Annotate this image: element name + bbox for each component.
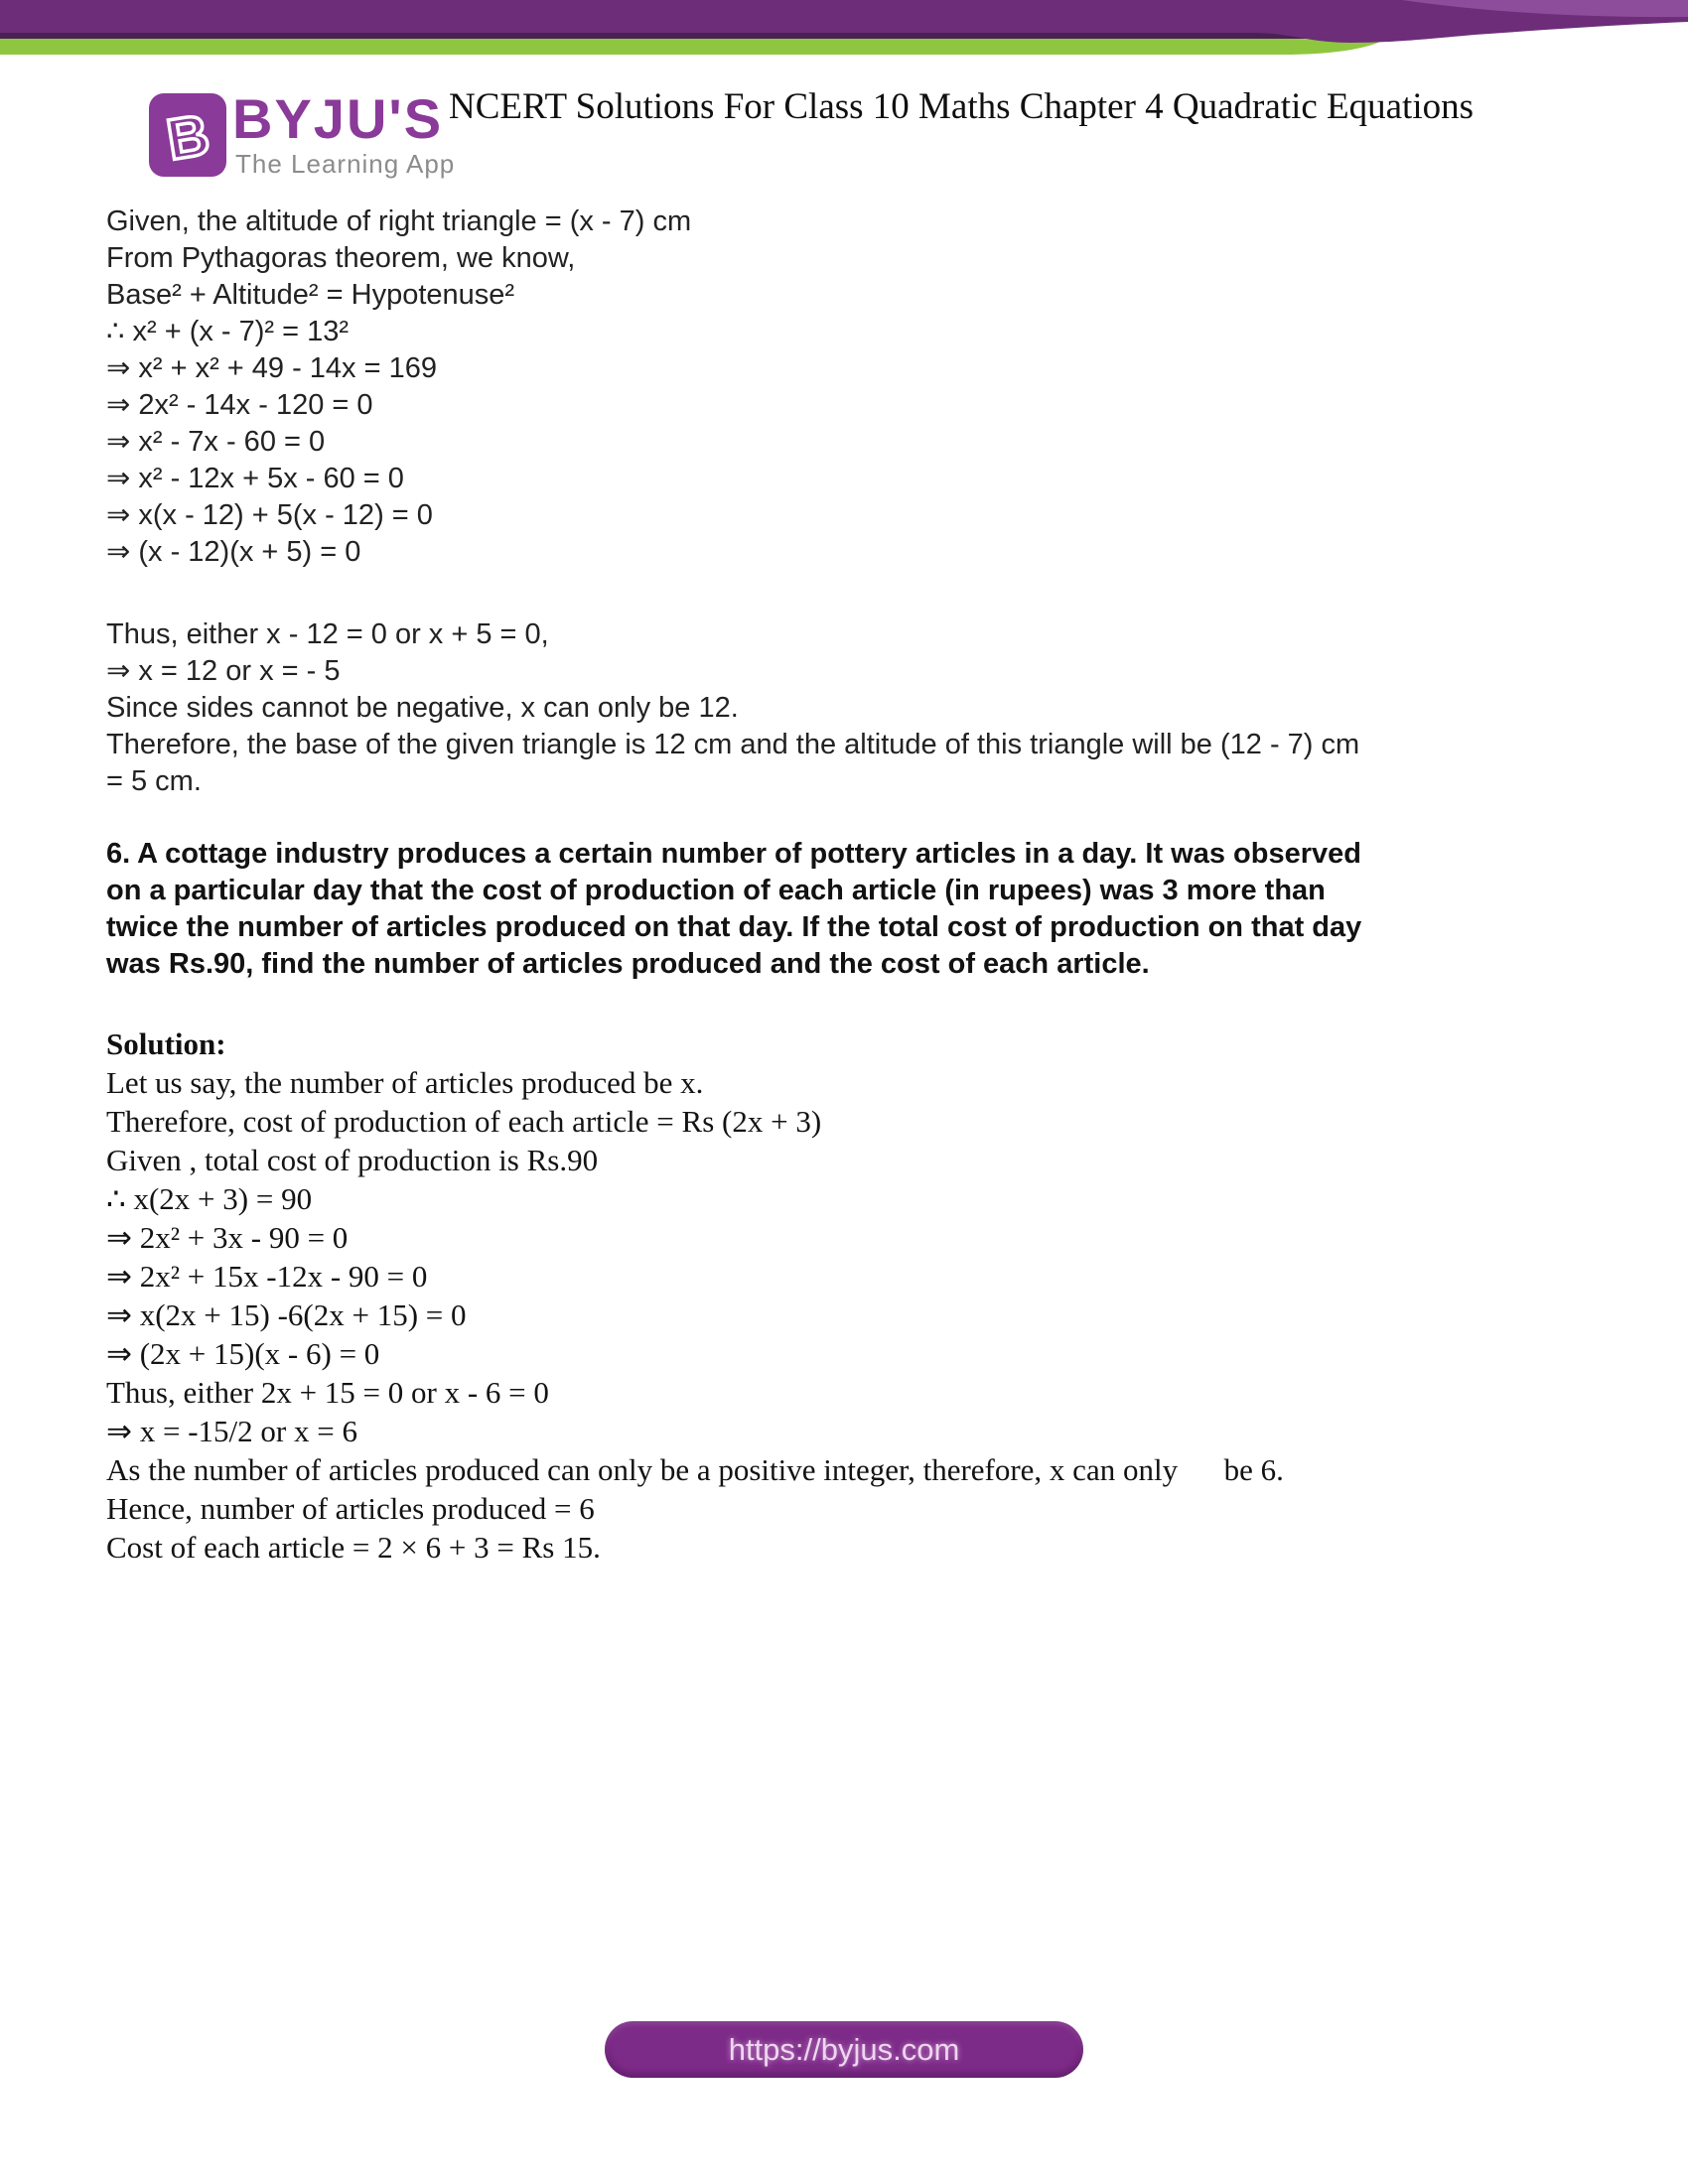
question-line: on a particular day that the cost of production of each article (in rupees) was 3 more than — [106, 875, 1326, 906]
byjus-b-icon — [149, 93, 226, 177]
text-line: Thus, either 2x + 15 = 0 or x - 6 = 0 — [106, 1375, 549, 1410]
equation-line: ⇒ 2x² + 3x - 90 = 0 — [106, 1220, 349, 1255]
byjus-link-button[interactable] — [605, 2021, 1083, 2078]
svg-text:B: B — [162, 102, 214, 173]
solution-heading: Solution: — [106, 1026, 226, 1061]
header-green-band — [0, 39, 1380, 55]
question-6-block — [106, 836, 1628, 983]
text-line: Given, the altitude of right triangle = (x - 7) cm — [106, 205, 692, 237]
text-line: Base² + Altitude² = Hypotenuse² — [106, 279, 515, 311]
text-line: Hence, number of articles produced = 6 — [106, 1491, 595, 1526]
equation-line: ⇒ 2x² + 15x -12x - 90 = 0 — [106, 1259, 428, 1294]
header-band-decoration — [0, 0, 1688, 69]
equation-line: ⇒ x(2x + 15) -6(2x + 15) = 0 — [106, 1297, 467, 1332]
equation-line: ∴ x(2x + 3) = 90 — [106, 1181, 313, 1216]
solution-block — [106, 1024, 1628, 1567]
pythagoras-block — [106, 204, 1628, 571]
byjus-tagline: The Learning App — [235, 149, 456, 179]
equation-line: ⇒ x(x - 12) + 5(x - 12) = 0 — [106, 499, 433, 531]
text-line: Given , total cost of production is Rs.90 — [106, 1143, 599, 1177]
equation-line: ⇒ x² - 7x - 60 = 0 — [106, 426, 326, 458]
question-line: was Rs.90, find the number of articles produced and the cost of each article. — [106, 948, 1150, 980]
byjus-link-label: https://byjus.com — [728, 2031, 960, 2067]
text-line: Therefore, cost of production of each article = Rs (2x + 3) — [106, 1104, 822, 1139]
text-line: From Pythagoras theorem, we know, — [106, 242, 576, 274]
text-line: Cost of each article = 2 × 6 + 3 = Rs 15. — [106, 1530, 601, 1565]
question-line: twice the number of articles produced on that day. If the total cost of production on that day — [106, 911, 1362, 943]
text-line: Thus, either x - 12 = 0 or x + 5 = 0, — [106, 618, 549, 650]
text-line: Let us say, the number of articles produced be x. — [106, 1065, 704, 1100]
content — [106, 204, 1628, 1567]
equation-line: ⇒ 2x² - 14x - 120 = 0 — [106, 389, 373, 421]
text-line: As the number of articles produced can only be a positive integer, therefore, x can only be 6. — [106, 1452, 1284, 1487]
text-line: Since sides cannot be negative, x can only be 12. — [106, 692, 739, 724]
text-line: = 5 cm. — [106, 765, 202, 797]
equation-line: ⇒ x² - 12x + 5x - 60 = 0 — [106, 463, 404, 494]
equation-line: ⇒ x = -15/2 or x = 6 — [106, 1414, 357, 1448]
equation-line: ⇒ x = 12 or x = - 5 — [106, 655, 341, 687]
question-line: 6. A cottage industry produces a certain number of pottery articles in a day. It was observed — [106, 838, 1361, 870]
text-line: Therefore, the base of the given triangle is 12 cm and the altitude of this triangle will be (12 - 7) cm — [106, 729, 1360, 760]
equation-line: ∴ x² + (x - 7)² = 13² — [106, 316, 350, 347]
header-dark-stripe — [0, 33, 1345, 39]
byjus-wordmark: BYJU'S — [232, 87, 444, 150]
roots-block — [106, 616, 1628, 800]
equation-line: ⇒ x² + x² + 49 - 14x = 169 — [106, 352, 437, 384]
page-title: NCERT Solutions For Class 10 Maths Chapter 4 Quadratic Equations — [449, 86, 1475, 127]
equation-line: ⇒ (x - 12)(x + 5) = 0 — [106, 536, 361, 568]
equation-line: ⇒ (2x + 15)(x - 6) = 0 — [106, 1336, 380, 1371]
